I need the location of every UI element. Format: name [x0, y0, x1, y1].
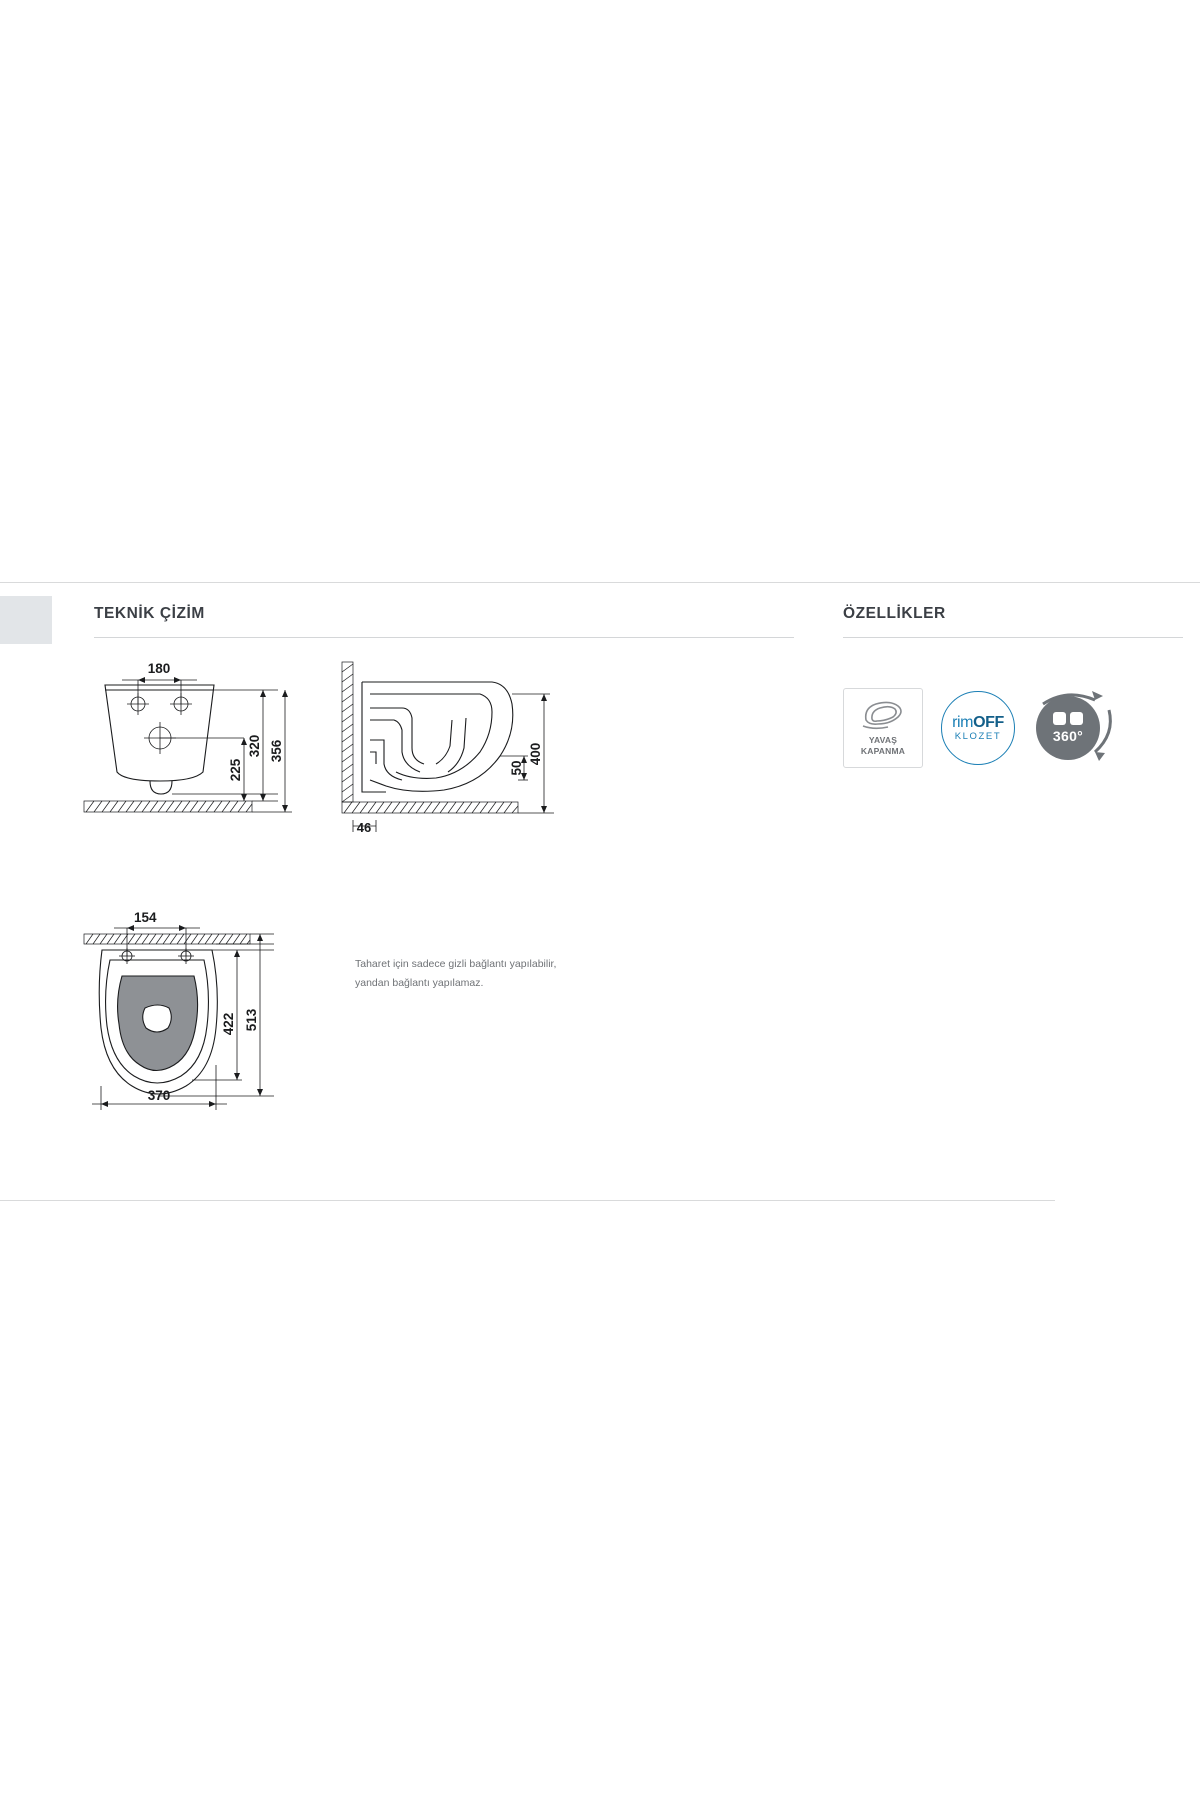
rimoff-text: [952, 714, 1004, 731]
toilet-seat-icon: [860, 700, 906, 735]
rimoff-text-bold: OFF: [973, 713, 1004, 731]
side-section-drawing: [340, 660, 590, 835]
divider-top: [0, 582, 1200, 583]
dim-320: 320: [247, 734, 262, 758]
note-line-1: Taharet için sadece gizli bağlantı yapılabilir,: [355, 958, 557, 970]
rimoff-subtext: KLOZET: [954, 730, 1002, 742]
section-features: [843, 605, 1200, 638]
rimoff-text-light: rim: [952, 713, 974, 731]
rimoff-badge: [941, 691, 1015, 765]
dim-46: 46: [356, 820, 372, 835]
section-title-technical: TEKNİK ÇİZİM: [94, 605, 205, 622]
vr-eyes-icon: [1053, 712, 1083, 725]
feature-rimoff: [941, 688, 1015, 765]
dim-180: 180: [147, 661, 171, 676]
dim-356: 356: [269, 739, 284, 763]
section-title-features: ÖZELLİKLER: [843, 605, 946, 622]
front-view-drawing: [82, 660, 312, 835]
vr-goggles-icon: [1036, 696, 1100, 760]
feature-badge-list: [843, 688, 1117, 768]
top-view-drawing: [82, 920, 312, 1120]
dim-400: 400: [528, 742, 543, 766]
note-line-2: yandan bağlantı yapılamaz.: [355, 977, 484, 989]
dim-225: 225: [228, 758, 243, 782]
section-underline-technical: [94, 637, 794, 638]
soft-close-badge: [843, 688, 923, 768]
dim-50: 50: [509, 760, 524, 776]
feature-soft-close: [843, 688, 923, 768]
left-edge-tab: [0, 596, 52, 644]
divider-bottom: [0, 1200, 1055, 1201]
section-underline-features: [843, 637, 1183, 638]
dim-154: 154: [134, 910, 157, 925]
soft-close-label-2: KAPANMA: [860, 745, 906, 756]
dim-513: 513: [244, 1008, 259, 1032]
dim-370: 370: [147, 1088, 171, 1103]
dim-422: 422: [221, 1012, 236, 1036]
section-technical-drawing: [94, 605, 794, 638]
vr-360-badge: [1033, 690, 1117, 766]
vr-360-text: 360°: [1052, 728, 1084, 744]
dim-154-wrap: [82, 910, 312, 940]
feature-360: [1033, 688, 1117, 766]
technical-note: [355, 955, 645, 993]
soft-close-label-1: YAVAŞ: [868, 735, 898, 745]
